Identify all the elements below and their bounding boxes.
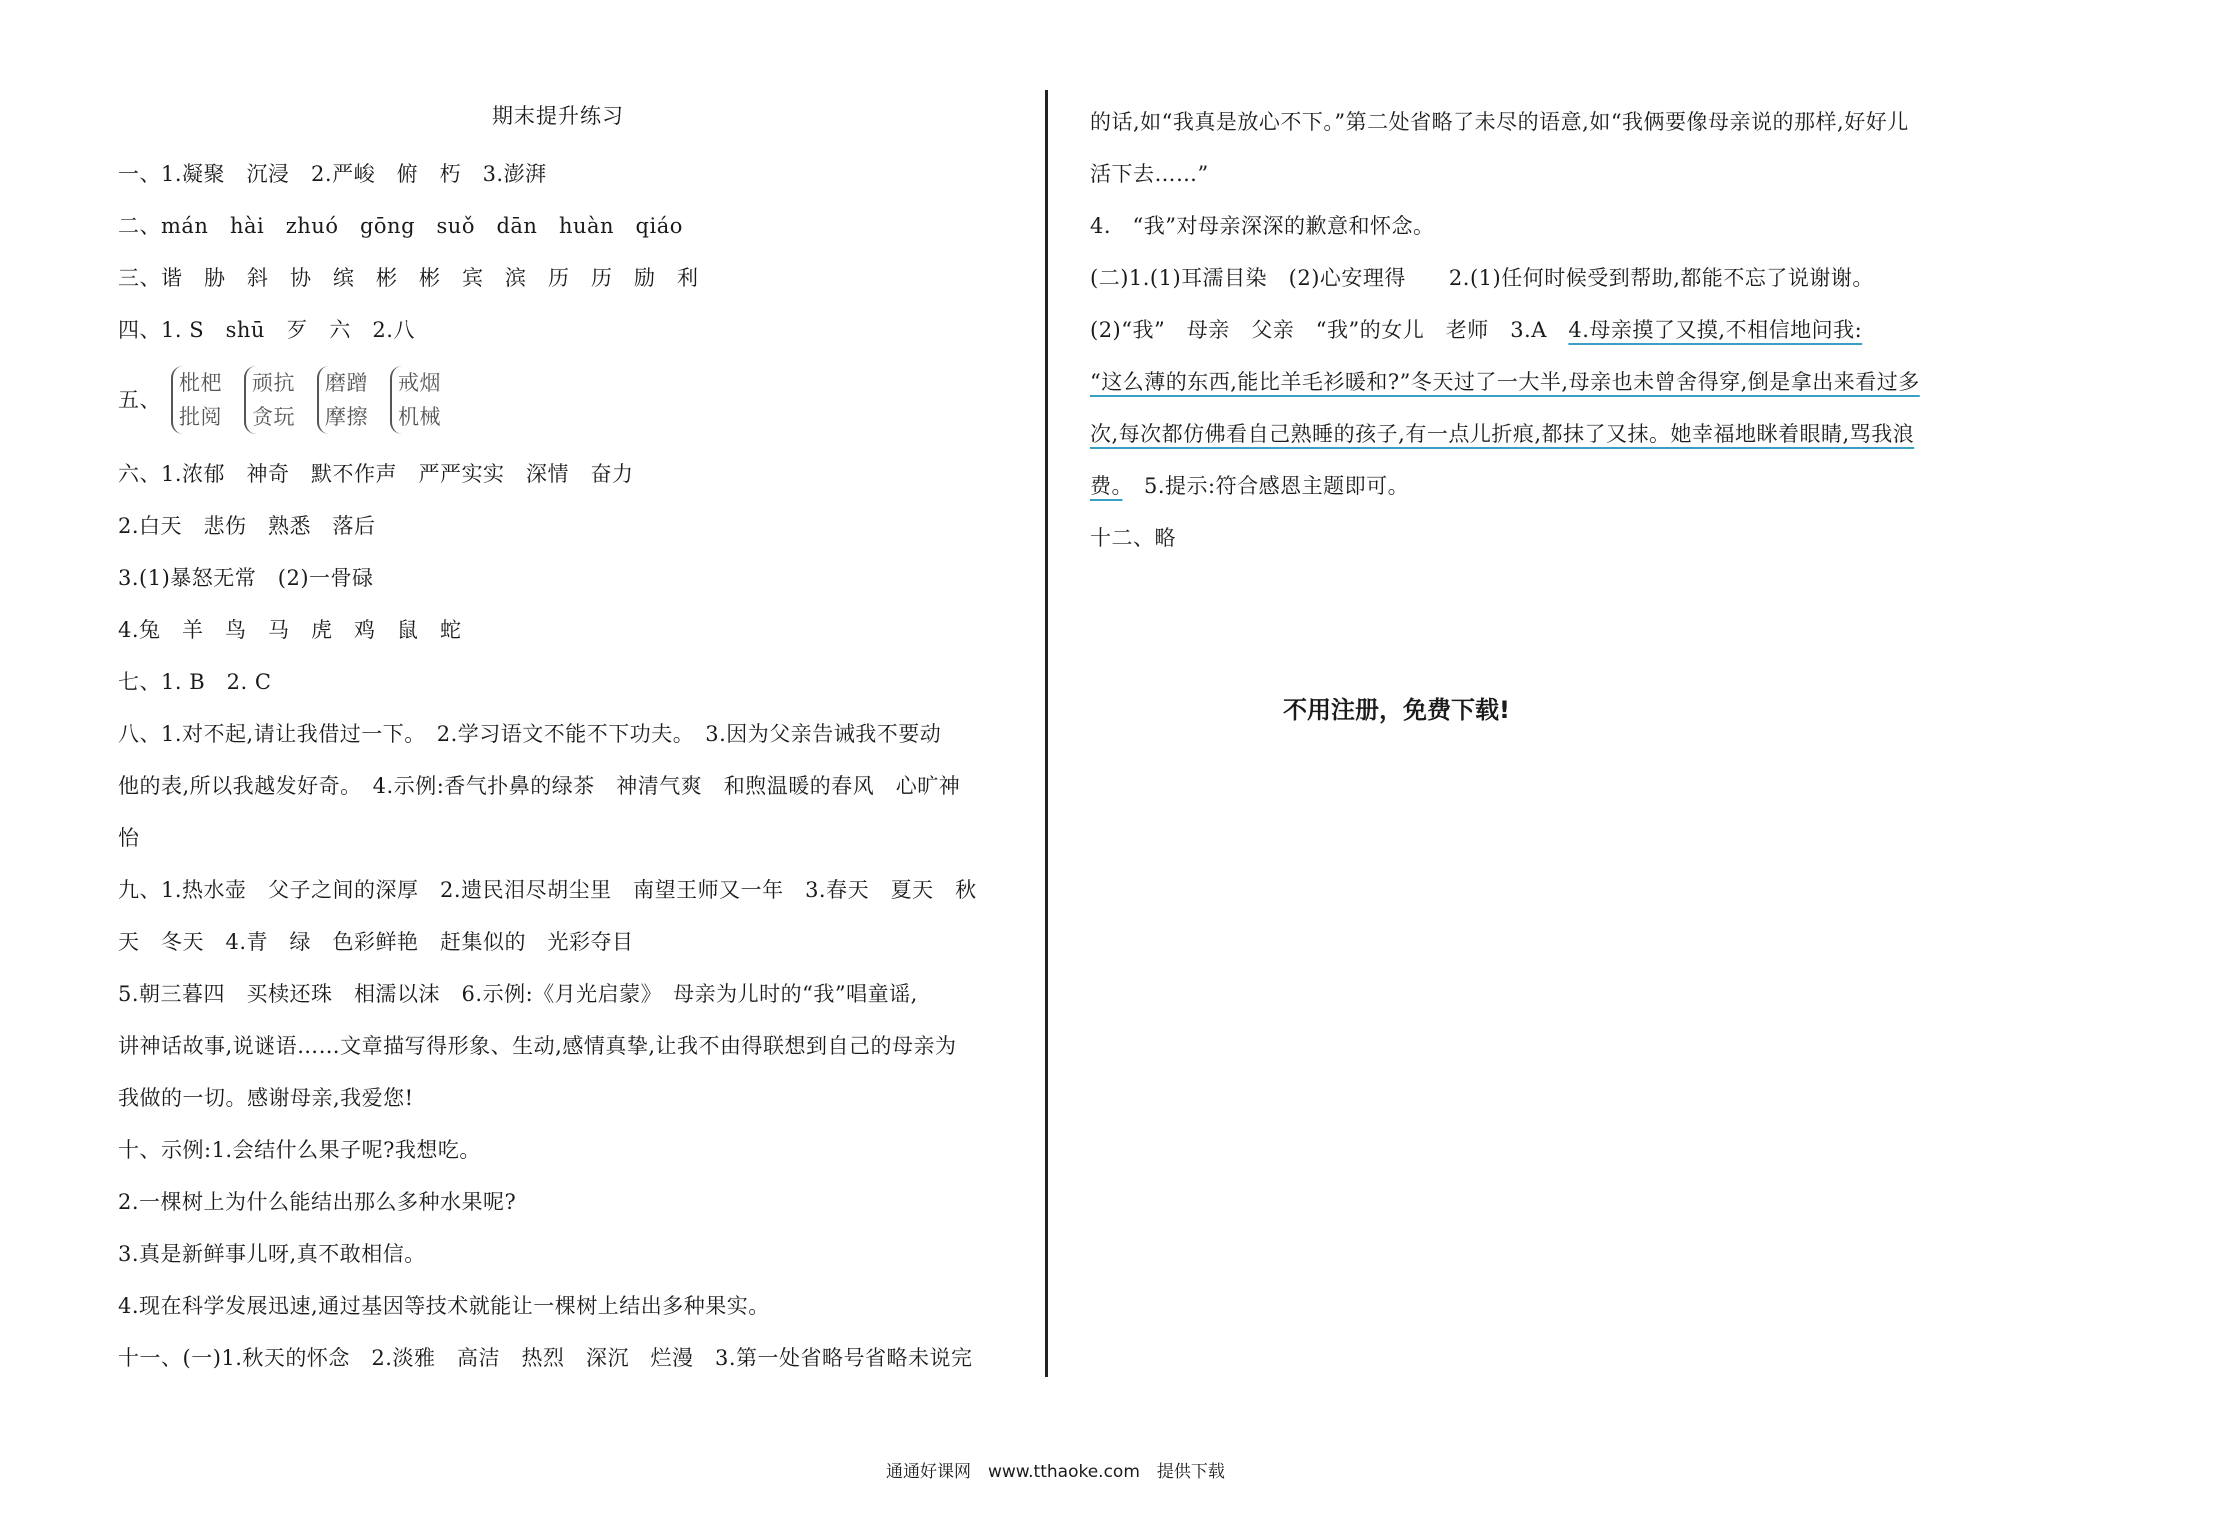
- answer-line-5: [118, 356, 998, 444]
- answer-line-r1: 的话,如“我真是放心不下。”第二处省略了未尽的语意,如“我俩要像母亲说的那样,好好儿: [1090, 110, 1909, 134]
- answer-line-13: 怡: [118, 826, 140, 850]
- footer-text: 通通好课网 www.tthaoke.com 提供下载: [886, 1462, 1225, 1482]
- answer-line-2: 二、mán hài zhuó gōng suǒ dān huàn qiáo: [118, 214, 683, 238]
- answer-line-6: 六、1.浓郁 神奇 默不作声 严严实实 深情 奋力: [118, 462, 634, 486]
- answer-line-8: 3.(1)暴怒无常 (2)一骨碌: [118, 566, 374, 590]
- word-bottom: 批阅: [179, 405, 222, 429]
- left-column: [118, 96, 998, 1384]
- answer-line-9: 4.兔 羊 鸟 马 虎 鸡 鼠 蛇: [118, 618, 462, 642]
- word-pair: [390, 366, 441, 434]
- word-pair: [171, 366, 222, 434]
- answer-line-r9: 十二、略: [1090, 526, 1176, 550]
- word-bottom: 贪玩: [252, 405, 295, 429]
- word-bottom: 机械: [398, 405, 441, 429]
- column-divider: [1045, 90, 1048, 1377]
- answer-line-r2: 活下去……”: [1090, 162, 1209, 186]
- answer-line-17: 讲神话故事,说谜语……文章描写得形象、生动,感情真挚,让我不由得联想到自己的母亲为: [118, 1034, 957, 1058]
- answer-line-23: 十一、(一)1.秋天的怀念 2.淡雅 高洁 热烈 深沉 烂漫 3.第一处省略号省略未说完: [118, 1346, 973, 1370]
- answer-line-3: 三、谐 胁 斜 协 缤 彬 彬 宾 滨 历 历 励 利: [118, 266, 699, 290]
- word-top: 枇杷: [179, 371, 222, 395]
- answer-line-r6: [1090, 356, 1990, 408]
- answer-line-19: 十、示例:1.会结什么果子呢?我想吃。: [118, 1138, 481, 1162]
- answer-line-20: 2.一棵树上为什么能结出那么多种水果呢?: [118, 1190, 517, 1214]
- promo-text: 不用注册，免费下载!: [1283, 696, 1510, 724]
- right-column: [1090, 96, 1990, 564]
- word-top: 戒烟: [398, 371, 441, 395]
- answer-line-r7: [1090, 408, 1990, 460]
- answer-line-12: 他的表,所以我越发好奇。 4.示例:香气扑鼻的绿茶 神清气爽 和煦温暖的春风 心旷神: [118, 774, 961, 798]
- underlined-answer: 次,每次都仿佛看自己熟睡的孩子,有一点儿折痕,都抹了又抹。她幸福地眯着眼睛,骂我浪: [1090, 422, 1915, 446]
- answer-line-10: 七、1. B 2. C: [118, 670, 272, 694]
- answer-line-1: 一、1.凝聚 沉浸 2.严峻 俯 朽 3.澎湃: [118, 162, 547, 186]
- word-top: 顽抗: [252, 371, 295, 395]
- answer-line-16: 5.朝三暮四 买椟还珠 相濡以沫 6.示例:《月光启蒙》 母亲为儿时的“我”唱童谣,: [118, 982, 918, 1006]
- answer-line-7: 2.白天 悲伤 熟悉 落后: [118, 514, 376, 538]
- page-title: 期末提升练习: [492, 104, 624, 128]
- answer-line-r4: (二)1.(1)耳濡目染 (2)心安理得 2.(1)任何时候受到帮助,都能不忘了说谢谢。: [1090, 266, 1874, 290]
- answer-line-r3: 4. “我”对母亲深深的歉意和怀念。: [1090, 214, 1435, 238]
- answer-line-14: 九、1.热水壶 父子之间的深厚 2.遗民泪尽胡尘里 南望王师又一年 3.春天 夏天 秋: [118, 878, 977, 902]
- answer-line-r8: [1090, 460, 1990, 512]
- word-top: 磨蹭: [325, 371, 368, 395]
- underlined-answer: 费。: [1090, 474, 1123, 498]
- word-pair: [317, 366, 368, 434]
- answer-line-11: 八、1.对不起,请让我借过一下。 2.学习语文不能不下功夫。 3.因为父亲告诫我不要动: [118, 722, 942, 746]
- answer-line-4: 四、1. S shū 歹 六 2.八: [118, 318, 415, 342]
- answer-line-18: 我做的一切。感谢母亲,我爱您!: [118, 1086, 414, 1110]
- underlined-answer: “这么薄的东西,能比羊毛衫暖和?”冬天过了一大半,母亲也未曾舍得穿,倒是拿出来看过多: [1090, 370, 1920, 394]
- answer-line-22: 4.现在科学发展迅速,通过基因等技术就能让一棵树上结出多种果实。: [118, 1294, 770, 1318]
- answer-line-21: 3.真是新鲜事儿呀,真不敢相信。: [118, 1242, 426, 1266]
- answer-line-r5: [1090, 304, 1990, 356]
- word-bottom: 摩擦: [325, 405, 368, 429]
- answer-text: 5.提示:符合感恩主题即可。: [1122, 474, 1410, 498]
- answer-text: (2)“我” 母亲 父亲 “我”的女儿 老师 3.A: [1090, 318, 1569, 342]
- underlined-answer: 4.母亲摸了又摸,不相信地问我:: [1568, 318, 1863, 342]
- section-label-5: 五、: [118, 388, 161, 412]
- answer-line-15: 天 冬天 4.青 绿 色彩鲜艳 赶集似的 光彩夺目: [118, 930, 634, 954]
- word-pair: [244, 366, 295, 434]
